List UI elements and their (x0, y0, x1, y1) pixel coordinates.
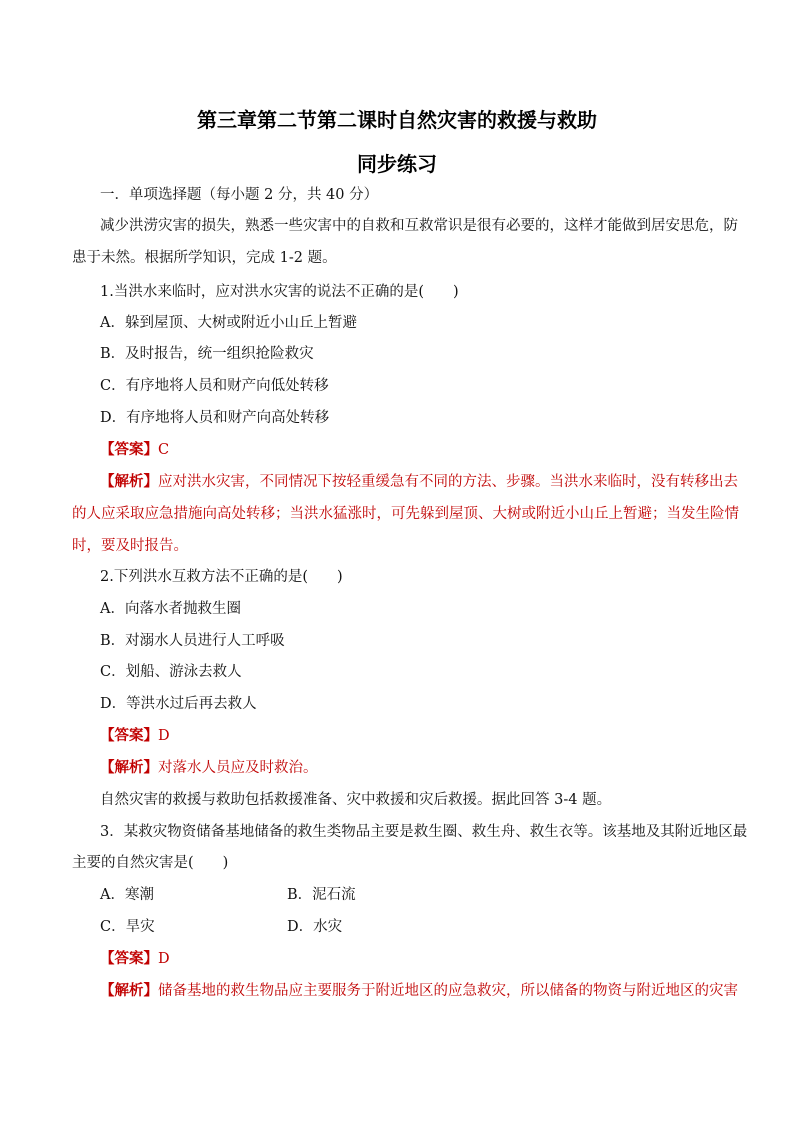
question-option: C．旱灾 (100, 919, 155, 935)
question-option: D．有序地将人员和财产向高处转移 (100, 410, 330, 426)
analysis-tag: 【解析】 (100, 982, 158, 999)
intro-paragraph-line: 减少洪涝灾害的损失，熟悉一些灾害中的自救和互救常识是很有必要的，这样才能做到居安思危，防 (100, 218, 738, 234)
question-option: B．对溺水人员进行人工呼吸 (100, 633, 285, 649)
analysis-line: 的人应采取应急措施向高处转移；当洪水猛涨时，可先躲到屋顶、大树或附近小山丘上暂避；当发生险情 (72, 506, 739, 522)
question-option: B．及时报告，统一组织抢险救灾 (100, 346, 314, 362)
question-stem: 2.下列洪水互救方法不正确的是( ) (100, 569, 343, 585)
answer-line (100, 440, 169, 460)
question-option: C．划船、游泳去救人 (100, 664, 242, 680)
question-option: A．寒潮 (100, 887, 154, 903)
analysis-text: 对落水人员应及时救治。 (158, 760, 318, 776)
analysis-line (100, 758, 318, 778)
analysis-tag: 【解析】 (100, 473, 158, 490)
answer-line (100, 949, 170, 969)
intro-paragraph-line: 自然灾害的救援与救助包括救援准备、灾中救援和灾后救援。据此回答 3-4 题。 (100, 792, 612, 808)
question-option: B．泥石流 (287, 887, 356, 903)
answer-tag: 【答案】 (100, 727, 158, 744)
document-title: 第三章第二节第二课时自然灾害的救援与救助 (197, 108, 597, 132)
question-option: A．躲到屋顶、大树或附近小山丘上暂避 (100, 315, 357, 331)
question-option: C．有序地将人员和财产向低处转移 (100, 378, 329, 394)
question-stem: 1.当洪水来临时，应对洪水灾害的说法不正确的是( ) (100, 284, 459, 300)
analysis-line: 时，要及时报告。 (72, 538, 188, 554)
question-stem: 3．某救灾物资储备基地储备的救生类物品主要是救生圈、救生舟、救生衣等。该基地及其附近地区最 (100, 824, 748, 840)
answer-value: D (158, 728, 170, 744)
section-heading: 一．单项选择题（每小题 2 分，共 40 分） (100, 187, 379, 203)
answer-value: C (158, 442, 170, 458)
answer-tag: 【答案】 (100, 441, 158, 458)
question-option: D．水灾 (287, 919, 343, 935)
analysis-tag: 【解析】 (100, 759, 158, 776)
document-subtitle: 同步练习 (357, 152, 437, 176)
question-stem: 主要的自然灾害是( ) (72, 855, 229, 871)
intro-paragraph-line: 患于未然。根据所学知识，完成 1-2 题。 (72, 250, 337, 266)
analysis-line (100, 472, 738, 492)
analysis-text: 储备基地的救生物品应主要服务于附近地区的应急救灾，所以储备的物资与附近地区的灾害 (158, 983, 738, 999)
answer-line (100, 726, 170, 746)
analysis-text: 应对洪水灾害，不同情况下按轻重缓急有不同的方法、步骤。当洪水来临时，没有转移出去 (158, 474, 738, 490)
answer-value: D (158, 951, 170, 967)
question-option: D．等洪水过后再去救人 (100, 696, 257, 712)
answer-tag: 【答案】 (100, 950, 158, 967)
question-option: A．向落水者抛救生圈 (100, 601, 241, 617)
analysis-line (100, 981, 738, 1001)
